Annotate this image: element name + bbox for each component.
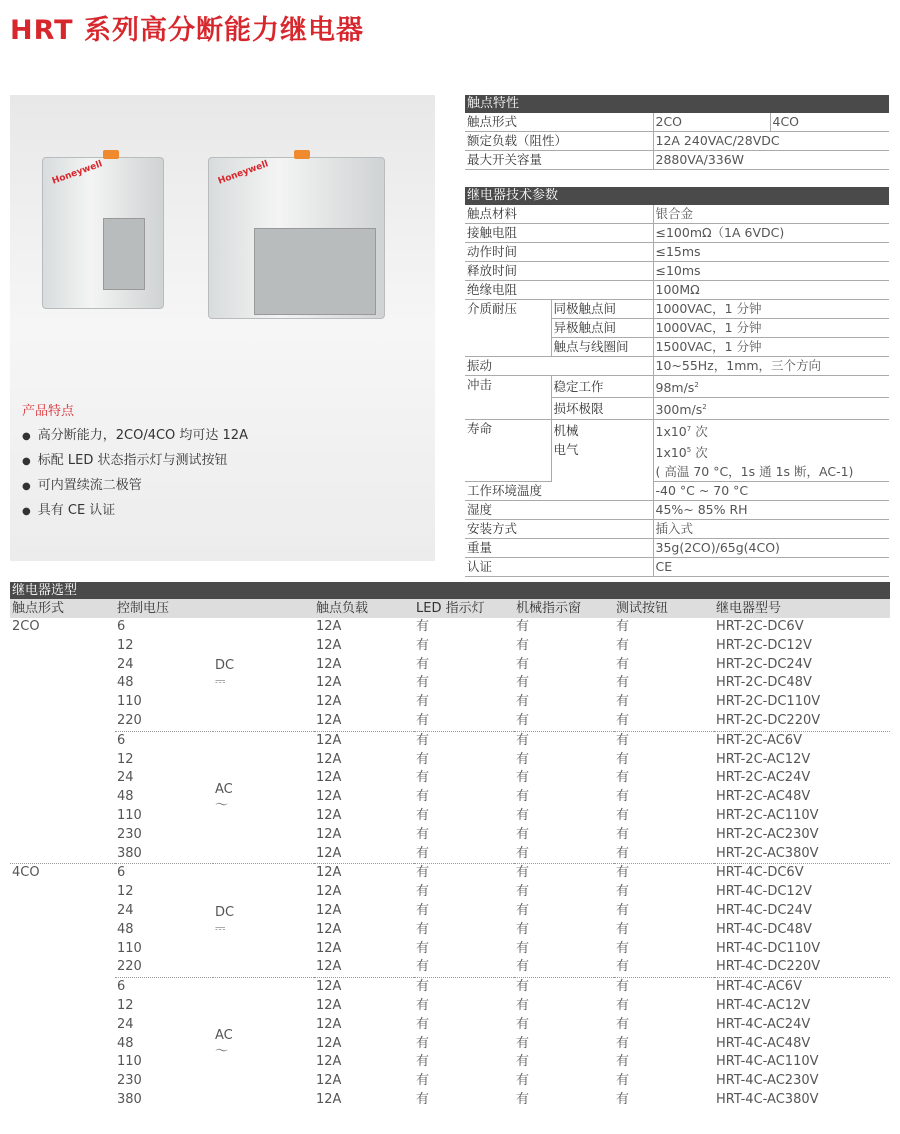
exponent: 7 [686,425,692,434]
voltage-type [213,618,314,731]
row-value: 1500VAC，1 分钟 [653,338,889,357]
model-number: HRT-4C-DC24V [716,902,812,918]
row-label: 振动 [465,357,653,376]
test-button: 有 [616,1035,630,1051]
control-voltage: 24 [117,902,134,918]
contact-load: 12A [316,619,342,634]
contact-load: 12A [316,712,342,728]
led-indicator: 有 [416,997,430,1013]
model-number: HRT-2C-DC48V [716,675,812,691]
table-row [10,788,890,807]
model-number: HRT-4C-AC380V [716,1091,819,1107]
control-voltage: 6 [115,978,213,997]
sub-label: 异极触点间 [551,319,653,338]
table-row [10,712,890,731]
test-button: 有 [616,770,630,786]
mechanical-indicator: 有 [514,978,614,997]
table-row [10,921,890,940]
table-row [10,618,890,637]
mechanical-indicator: 有 [516,694,530,710]
model-number: HRT-2C-AC230V [716,826,819,842]
sub-label: 损坏极限 [551,398,653,420]
row-value: 1000VAC，1 分钟 [653,319,889,338]
led-indicator: 有 [416,807,430,823]
table-row [10,1035,890,1054]
contact-load: 12A [316,902,342,918]
mechanical-indicator: 有 [516,789,530,805]
model-number: HRT-2C-DC24V [716,656,812,672]
contact-load: 12A [316,1016,342,1032]
table-row [10,997,890,1016]
contact-load: 12A [316,675,342,691]
row-value: 2CO [653,113,770,132]
model-number: HRT-2C-AC110V [716,807,819,823]
row-label: 寿命 [465,420,551,481]
column-header: 触点负载 [316,601,369,616]
dc-symbol-icon: ⎓ [215,920,226,936]
test-button: 有 [616,619,630,634]
table-heading: 继电器选型 [10,582,890,599]
model-number: HRT-2C-AC6V [714,731,890,750]
led-indicator: 有 [414,731,514,750]
mechanical-indicator: 有 [516,770,530,786]
mechanical-indicator: 有 [514,864,614,883]
led-indicator: 有 [416,1054,430,1070]
sub-label: 电气 [551,441,653,481]
ac-symbol-icon: ～ [215,1043,229,1059]
mechanical-indicator: 有 [516,637,530,653]
led-indicator: 有 [416,902,430,918]
led-indicator: 有 [416,959,430,975]
contact-form: 4CO [10,864,115,978]
test-button: 有 [616,959,630,975]
led-indicator: 有 [416,789,430,805]
table-row [10,751,890,770]
sub-label: 触点与线圈间 [551,338,653,357]
led-indicator: 有 [416,712,430,728]
voltage-type [213,978,314,1110]
row-label: 介质耐压 [465,300,551,357]
test-button: 有 [616,826,630,842]
contact-load: 12A [316,770,342,786]
control-voltage: 24 [117,656,134,672]
model-number: HRT-4C-DC6V [714,864,890,883]
row-value: 45%~ 85% RH [653,500,889,519]
brand-logo: Honeywell [50,159,104,187]
control-voltage: 24 [117,1016,134,1032]
model-number: HRT-4C-DC220V [716,959,821,975]
row-value: ≤100mΩ（1A 6VDC) [653,224,889,243]
model-number: HRT-2C-AC24V [716,770,811,786]
row-label: 额定负载（阻性） [465,132,653,151]
voltage-type-label: AC [215,781,233,797]
row-value: CE [653,557,889,576]
test-button: 有 [616,1073,630,1089]
row-label: 接触电阻 [465,224,653,243]
mechanical-indicator: 有 [516,884,530,900]
test-button: 有 [616,751,630,767]
column-header: 测试按钮 [616,601,669,616]
table-row [10,637,890,656]
table-row [10,693,890,712]
relay-4co-image [208,157,385,319]
row-value: 2880VA/336W [653,151,889,170]
control-voltage: 110 [117,694,142,710]
model-number: HRT-4C-AC48V [716,1035,811,1051]
contact-load: 12A [316,751,342,767]
test-button: 有 [616,1054,630,1070]
mechanical-indicator: 有 [516,807,530,823]
control-voltage: 12 [117,751,134,767]
contact-load: 12A [316,959,342,975]
led-indicator: 有 [416,1035,430,1051]
test-button: 有 [616,1016,630,1032]
row-value [653,420,889,442]
row-value: ≤10ms [653,262,889,281]
table-row [10,1016,890,1035]
table-row [10,1053,890,1072]
contact-load: 12A [316,694,342,710]
column-header: 机械指示窗 [516,601,582,616]
row-label: 工作环境温度 [465,481,653,500]
value-text: 300m/s [655,402,703,418]
mechanical-indicator: 有 [516,921,530,937]
table-row [10,940,890,959]
control-voltage: 220 [117,959,142,975]
row-label: 触点材料 [465,205,653,224]
table-row [10,674,890,693]
exponent: 2 [694,381,699,389]
mechanical-indicator: 有 [516,1035,530,1051]
model-number: HRT-4C-AC24V [716,1016,811,1032]
control-voltage: 24 [117,770,134,786]
led-indicator: 有 [414,978,514,997]
table-row [10,1091,890,1110]
control-voltage: 6 [115,864,213,883]
contact-form [10,731,115,864]
mechanical-indicator: 有 [516,1054,530,1070]
mechanical-indicator: 有 [516,751,530,767]
feature-item: ● 可内置续流二极管 [22,474,248,499]
table-row [10,864,890,883]
model-number: HRT-2C-DC6V [716,619,804,634]
row-value: 35g(2CO)/65g(4CO) [653,538,889,557]
test-button: 有 [616,675,630,691]
contact-load: 12A [316,921,342,937]
control-voltage: 380 [117,1091,142,1107]
mechanical-indicator: 有 [516,1073,530,1089]
contact-form: 2CO [12,619,40,634]
control-voltage: 48 [117,1035,134,1051]
column-header: 触点形式 [12,601,65,616]
model-number: HRT-4C-AC230V [716,1073,819,1089]
brand-logo: Honeywell [216,159,270,187]
model-number: HRT-4C-DC110V [716,940,821,956]
control-voltage: 12 [117,637,134,653]
row-label: 释放时间 [465,262,653,281]
model-number: HRT-2C-AC380V [716,845,819,861]
contact-load: 12A [316,884,342,900]
led-indicator: 有 [416,940,430,956]
contact-load: 12A [316,940,342,956]
contact-load: 12A [316,997,342,1013]
contact-load: 12A [316,637,342,653]
model-number: HRT-4C-AC6V [714,978,890,997]
contact-characteristics-table [465,95,889,170]
row-label: 重量 [465,538,653,557]
test-button: 有 [616,884,630,900]
ac-symbol-icon: ～ [215,797,229,813]
row-label: 动作时间 [465,243,653,262]
row-value: ( 高温 70 °C，1s 通 1s 断，AC-1) [653,463,889,482]
mechanical-indicator: 有 [516,675,530,691]
row-value: 10~55Hz，1mm，三个方向 [653,357,889,376]
contact-load: 12A [314,978,414,997]
sub-label: 机械 [551,420,653,442]
model-number: HRT-4C-DC12V [716,884,812,900]
led-indicator: 有 [416,1091,430,1107]
led-indicator: 有 [416,751,430,767]
mechanical-indicator: 有 [516,656,530,672]
contact-load: 12A [314,731,414,750]
mechanical-indicator: 有 [516,959,530,975]
row-value: 12A 240VAC/28VDC [653,132,889,151]
row-label: 湿度 [465,500,653,519]
control-voltage: 48 [117,675,134,691]
control-voltage: 110 [117,940,142,956]
voltage-type [213,864,314,978]
test-button: 有 [616,1091,630,1107]
contact-form [10,978,115,1110]
test-button: 有 [616,997,630,1013]
technical-parameters-table [465,187,889,577]
selection-rows [10,618,890,1110]
led-indicator: 有 [416,884,430,900]
control-voltage: 48 [117,921,134,937]
table-row [10,883,890,902]
table-row [10,845,890,864]
mechanical-indicator: 有 [516,619,530,634]
sub-label: 同极触点间 [551,300,653,319]
test-button: 有 [614,978,714,997]
mechanical-indicator: 有 [516,1091,530,1107]
led-indicator: 有 [416,845,430,861]
mechanical-indicator: 有 [514,731,614,750]
row-value: -40 °C ~ 70 °C [653,481,889,500]
led-indicator: 有 [416,694,430,710]
row-value: 插入式 [653,519,889,538]
table-row [10,656,890,675]
contact-load: 12A [316,1035,342,1051]
table-row [10,807,890,826]
exponent: 5 [686,446,692,455]
row-value: 银合金 [653,205,889,224]
led-indicator: 有 [416,770,430,786]
test-button: 有 [614,731,714,750]
test-button: 有 [616,940,630,956]
table-row [10,826,890,845]
row-value: 100MΩ [653,281,889,300]
model-number: HRT-2C-DC12V [716,637,812,653]
contact-load: 12A [316,656,342,672]
feature-item: ● 标配 LED 状态指示灯与测试按钮 [22,449,248,474]
mechanical-indicator: 有 [516,1016,530,1032]
table-row [10,958,890,977]
table-row [10,1072,890,1091]
feature-item: ● 具有 CE 认证 [22,499,248,524]
led-indicator: 有 [416,675,430,691]
control-voltage: 6 [117,619,126,634]
voltage-type [213,731,314,864]
row-label: 冲击 [465,376,551,420]
test-button: 有 [616,807,630,823]
dc-symbol-icon: ⎓ [215,674,226,690]
row-value: 1000VAC，1 分钟 [653,300,889,319]
relay-2co-image [42,157,164,309]
column-header: 控制电压 [117,601,170,616]
control-voltage: 110 [117,807,142,823]
contact-load: 12A [316,826,342,842]
table-row [10,902,890,921]
row-label: 触点形式 [465,113,653,132]
value-text: 1x10 [655,445,687,461]
row-value [653,398,889,420]
control-voltage: 380 [117,845,142,861]
column-headers [10,599,890,618]
unit: 次 [691,424,708,440]
voltage-type-label: AC [215,1027,233,1043]
value-text: 1x10 [655,424,687,440]
test-button: 有 [616,845,630,861]
control-voltage: 12 [117,884,134,900]
unit: 次 [691,445,708,461]
test-button: 有 [616,902,630,918]
led-indicator: 有 [416,826,430,842]
contact-load: 12A [316,845,342,861]
model-number: HRT-4C-DC48V [716,921,812,937]
mechanical-indicator: 有 [516,997,530,1013]
contact-load: 12A [316,1073,342,1089]
mechanical-indicator: 有 [516,712,530,728]
page-title: HRT 系列高分断能力继电器 [10,15,364,46]
led-indicator: 有 [416,1016,430,1032]
mechanical-indicator: 有 [516,940,530,956]
control-voltage: 110 [117,1054,142,1070]
control-voltage: 12 [117,997,134,1013]
led-indicator: 有 [416,921,430,937]
features-heading: 产品特点 [22,404,75,419]
table-heading: 继电器技术参数 [465,187,889,205]
exponent: 2 [702,403,707,412]
led-indicator: 有 [414,864,514,883]
model-number: HRT-2C-AC12V [716,751,811,767]
column-header: LED 指示灯 [416,601,485,616]
table-row [10,731,890,750]
table-row [10,769,890,788]
mechanical-indicator: 有 [516,826,530,842]
contact-load: 12A [314,864,414,883]
test-button: 有 [616,789,630,805]
value-text: 98m/s [655,380,695,396]
control-voltage: 6 [115,731,213,750]
control-voltage: 230 [117,1073,142,1089]
test-button: 有 [616,637,630,653]
model-number: HRT-4C-AC12V [716,997,811,1013]
led-indicator: 有 [416,656,430,672]
contact-load: 12A [316,1091,342,1107]
row-value [653,441,889,462]
voltage-type-label: DC [215,658,235,674]
voltage-type-label: DC [215,904,235,920]
mechanical-indicator: 有 [516,902,530,918]
feature-item: ● 高分断能力，2CO/4CO 均可达 12A [22,424,248,449]
row-label: 绝缘电阻 [465,281,653,300]
contact-load: 12A [316,807,342,823]
led-indicator: 有 [416,619,430,634]
row-label: 安装方式 [465,519,653,538]
row-value: 4CO [770,113,889,132]
table-heading: 触点特性 [465,95,889,113]
relay-selection-table [10,582,890,1110]
sub-label: 稳定工作 [551,376,653,398]
column-header: 继电器型号 [716,601,782,616]
table-row [10,978,890,997]
mechanical-indicator: 有 [516,845,530,861]
control-voltage: 230 [117,826,142,842]
row-label: 最大开关容量 [465,151,653,170]
model-number: HRT-2C-AC48V [716,789,811,805]
led-indicator: 有 [416,637,430,653]
model-number: HRT-4C-AC110V [716,1054,819,1070]
row-value [653,376,889,398]
led-indicator: 有 [416,1073,430,1089]
model-number: HRT-2C-DC220V [716,712,821,728]
test-button: 有 [616,656,630,672]
features-list [22,400,248,524]
row-value: ≤15ms [653,243,889,262]
test-button: 有 [616,921,630,937]
test-button: 有 [614,864,714,883]
model-number: HRT-2C-DC110V [716,694,821,710]
contact-load: 12A [316,789,342,805]
row-label: 认证 [465,557,653,576]
test-button: 有 [616,694,630,710]
control-voltage: 48 [117,789,134,805]
test-button: 有 [616,712,630,728]
contact-load: 12A [316,1054,342,1070]
control-voltage: 220 [117,712,142,728]
